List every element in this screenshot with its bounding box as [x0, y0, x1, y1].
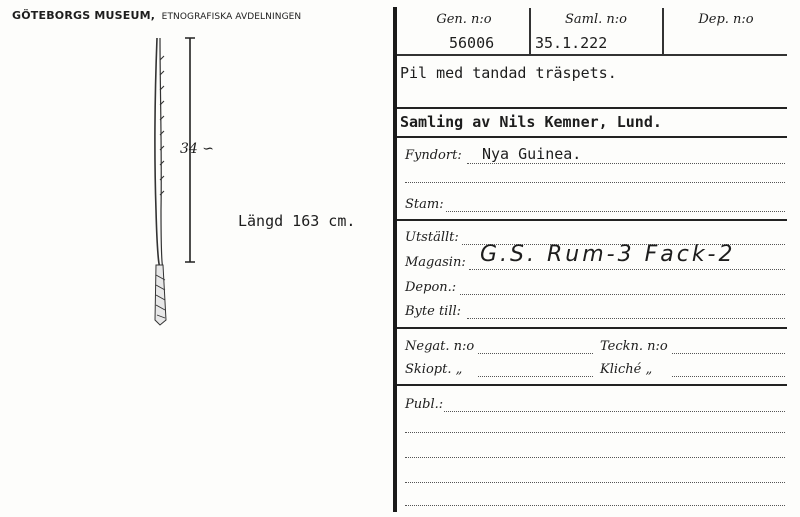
fyndort-label: Fyndort: — [405, 148, 462, 163]
dep-no-label: Dep. n:o — [698, 12, 754, 27]
museum-name: GÖTEBORGS MUSEUM, — [12, 9, 156, 22]
dotted-line — [405, 457, 785, 458]
fyndort-value: Nya Guinea. — [482, 145, 582, 163]
depon-label: Depon.: — [405, 280, 457, 295]
publ-label: Publ.: — [405, 397, 444, 412]
saml-no-label: Saml. n:o — [565, 12, 627, 27]
magasin-value: G.S. Rum-3 Fack-2 — [480, 242, 736, 267]
dotted-line — [405, 432, 785, 433]
byte-label: Byte till: — [405, 304, 462, 319]
section-rule — [397, 136, 787, 138]
department-name: ETNOGRAFISKA AVDELNINGEN — [161, 12, 302, 22]
dotted-line — [405, 182, 785, 183]
skiopt-label: Skiopt. „ — [405, 362, 463, 377]
dotted-line — [672, 353, 785, 354]
gen-no-label: Gen. n:o — [436, 12, 492, 27]
section-rule — [397, 384, 787, 386]
dotted-line — [446, 211, 785, 212]
dotted-line — [672, 376, 785, 377]
arrow-drawing — [140, 30, 240, 330]
section-rule — [397, 327, 787, 329]
utstallt-label: Utställt: — [405, 230, 459, 245]
teckn-label: Teckn. n:o — [600, 339, 668, 354]
scale-label: 34 ∽ — [180, 141, 214, 157]
dotted-line — [467, 318, 785, 319]
length-text: Längd 163 cm. — [238, 212, 356, 230]
dotted-line — [444, 411, 785, 412]
magasin-label: Magasin: — [405, 255, 466, 270]
saml-no-value: 35.1.222 — [535, 34, 608, 52]
dotted-line — [469, 269, 785, 270]
negat-label: Negat. n:o — [405, 339, 475, 354]
collection-text: Samling av Nils Kemner, Lund. — [400, 113, 662, 131]
dotted-line — [478, 376, 593, 377]
section-rule — [397, 107, 787, 109]
dotted-line — [405, 505, 785, 506]
kliche-label: Kliché „ — [600, 362, 653, 377]
card-left-border — [393, 7, 397, 512]
dotted-line — [405, 482, 785, 483]
dotted-line — [467, 163, 785, 164]
stam-label: Stam: — [405, 197, 444, 212]
header-rule — [397, 54, 787, 56]
section-rule — [397, 219, 787, 221]
gen-no-value: 56006 — [449, 34, 495, 52]
object-title: Pil med tandad träspets. — [400, 64, 617, 82]
dotted-line — [460, 294, 785, 295]
museum-header — [12, 9, 301, 22]
dotted-line — [478, 353, 593, 354]
